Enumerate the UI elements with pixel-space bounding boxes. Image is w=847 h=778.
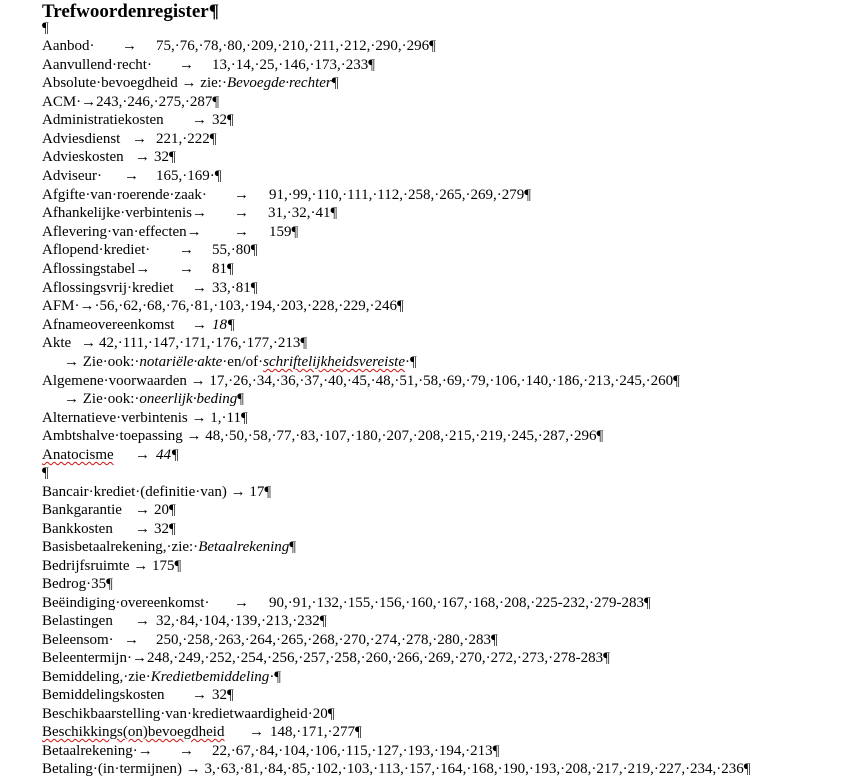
index-entry: Afhankelijke·verbintenis→ → 31,·32,·41¶ [42, 205, 338, 221]
index-entry: Belastingen → 32,·84,·104,·139,·213,·232¶ [42, 613, 327, 629]
index-pages: 90,·91,·132,·155,·156,·160,·167,·168,·208,·225-232,·279-283¶ [269, 595, 651, 611]
index-entry: Bedrijfsruimte → 175¶ [42, 558, 182, 574]
index-entry: Advieskosten → 32¶ [42, 149, 176, 165]
index-entry: Beschikbaarstelling·van·kredietwaardigheid·20¶ [42, 706, 335, 722]
see-also-line: → Zie·ook:·notariële·akte·en/of·schriftelijkheidsvereiste·¶ [64, 354, 417, 370]
index-term: Aflossingstabel→ [42, 261, 151, 277]
index-pages: 18¶ [212, 317, 235, 333]
index-pages: 250,·258,·263,·264,·265,·268,·270,·274,·278,·280,·283¶ [156, 632, 498, 648]
index-term: Bankgarantie [42, 502, 122, 518]
index-pages: 32¶ [154, 521, 176, 537]
index-pages: 32,·84,·104,·139,·213,·232¶ [156, 613, 327, 629]
index-term: Beleensom· [42, 632, 114, 648]
index-entry: Betaalrekening·→ → 22,·67,·84,·104,·106,·115,·127,·193,·194,·213¶ [42, 743, 500, 759]
index-entry: Bankkosten → 32¶ [42, 521, 176, 537]
index-pages: 221,·222¶ [156, 131, 217, 147]
index-entry: Aflossingstabel→ → 81¶ [42, 261, 234, 277]
index-entry: Aanvullend·recht· → 13,·14,·25,·146,·173,·233¶ [42, 57, 376, 73]
index-entry: Aanbod· → 75,·76,·78,·80,·209,·210,·211,·212,·290,·296¶ [42, 38, 436, 54]
index-pages: 81¶ [212, 261, 234, 277]
index-term: Belastingen [42, 613, 113, 629]
see-also-line: → Zie·ook:·oneerlijk·beding¶ [64, 391, 245, 407]
index-entry: Bedrog·35¶ [42, 576, 113, 592]
index-entry: Aflossingsvrij·krediet → 33,·81¶ [42, 280, 258, 296]
index-entry: Beschikkings(on)bevoegdheid → 148,·171,·277¶ [42, 724, 362, 740]
index-term: Aanvullend·recht· [42, 57, 152, 73]
index-entry: Bemiddeling,·zie·Kredietbemiddeling·¶ [42, 669, 282, 685]
index-pages: 165,·169·¶ [156, 168, 222, 184]
index-pages: 31,·32,·41¶ [268, 205, 338, 221]
index-term: Aflevering·van·effecten→ [42, 224, 202, 240]
index-term: Adviseur· [42, 168, 102, 184]
index-entry: ACM·→243,·246,·275,·287¶ [42, 94, 220, 110]
index-term: Beëindiging·overeenkomst· [42, 595, 210, 611]
paragraph-mark: ¶ [42, 465, 49, 481]
index-entry: Bancair·krediet·(definitie·van) → 17¶ [42, 484, 272, 500]
index-pages: 22,·67,·84,·104,·106,·115,·127,·193,·194,·213¶ [212, 743, 500, 759]
index-entry: Aflopend·krediet· → 55,·80¶ [42, 242, 258, 258]
index-term: Aflossingsvrij·krediet [42, 280, 174, 296]
index-entry: Bemiddelingskosten → 32¶ [42, 687, 234, 703]
index-term: Beschikkings(on)bevoegdheid [42, 724, 225, 740]
index-entry: Algemene·voorwaarden → 17,·26,·34,·36,·37,·40,·45,·48,·51,·58,·69,·79,·106,·140,·186,·213,·245,·260¶ [42, 373, 680, 389]
index-term: Afnameovereenkomst [42, 317, 175, 333]
index-entry: Basisbetaalrekening,·zie:·Betaalrekening¶ [42, 539, 297, 555]
index-pages: 44¶ [156, 447, 179, 463]
index-pages: 13,·14,·25,·146,·173,·233¶ [212, 57, 376, 73]
index-entry: Anatocisme → 44¶ [42, 447, 179, 463]
index-entry: Beleentermijn·→248,·249,·252,·254,·256,·257,·258,·260,·266,·269,·270,·272,·273,·278-283¶ [42, 650, 610, 666]
index-pages: 32¶ [212, 687, 234, 703]
index-term: Afgifte·van·roerende·zaak· [42, 187, 207, 203]
index-entry: Akte → 42,·111,·147,·171,·176,·177,·213¶ [42, 335, 308, 351]
index-entry: Beleensom· → 250,·258,·263,·264,·265,·268,·270,·274,·278,·280,·283¶ [42, 632, 498, 648]
index-pages: 91,·99,·110,·111,·112,·258,·265,·269,·279¶ [269, 187, 532, 203]
index-entry: Afnameovereenkomst → 18¶ [42, 317, 235, 333]
index-entry: Absolute·bevoegdheid → zie:·Bevoegde·rechter¶ [42, 75, 339, 91]
page-title: Trefwoordenregister¶ [42, 1, 219, 22]
index-entry: Administratiekosten → 32¶ [42, 112, 234, 128]
index-term: Bankkosten [42, 521, 113, 537]
index-pages: 33,·81¶ [212, 280, 258, 296]
index-pages: 75,·76,·78,·80,·209,·210,·211,·212,·290,·296¶ [156, 38, 436, 54]
index-entry: Ambtshalve·toepassing → 48,·50,·58,·77,·83,·107,·180,·207,·208,·215,·219,·245,·287,·296¶ [42, 428, 604, 444]
index-term: Betaalrekening·→ [42, 743, 153, 759]
index-entry: Adviseur· → 165,·169·¶ [42, 168, 222, 184]
index-term: Aanbod· [42, 38, 95, 54]
paragraph-mark: ¶ [42, 20, 49, 36]
index-pages: 159¶ [269, 224, 299, 240]
index-pages: 32¶ [154, 149, 176, 165]
index-term: Bemiddelingskosten [42, 687, 165, 703]
index-entry: Adviesdienst → 221,·222¶ [42, 131, 217, 147]
index-entry: Beëindiging·overeenkomst· → 90,·91,·132,·155,·156,·160,·167,·168,·208,·225-232,·279-283¶ [42, 595, 651, 611]
index-term: Administratiekosten [42, 112, 164, 128]
index-pages: 20¶ [154, 502, 176, 518]
index-entry: Betaling·(in·termijnen) → 3,·63,·81,·84,·85,·102,·103,·113,·157,·164,·168,·190,·193,·208,·217,·219,·227,·234,·236¶ [42, 761, 751, 777]
index-pages: 32¶ [212, 112, 234, 128]
index-entry: Alternatieve·verbintenis → 1,·11¶ [42, 410, 248, 426]
index-entry: Afgifte·van·roerende·zaak· → 91,·99,·110,·111,·112,·258,·265,·269,·279¶ [42, 187, 532, 203]
index-pages: 42,·111,·147,·171,·176,·177,·213¶ [99, 335, 308, 351]
index-term: Advieskosten [42, 149, 124, 165]
index-term: Adviesdienst [42, 131, 121, 147]
index-term: Afhankelijke·verbintenis→ [42, 205, 207, 221]
index-pages: 148,·171,·277¶ [270, 724, 362, 740]
index-entry: AFM·→·56,·62,·68,·76,·81,·103,·194,·203,·228,·229,·246¶ [42, 298, 404, 314]
index-term: Aflopend·krediet· [42, 242, 151, 258]
index-pages: 55,·80¶ [212, 242, 258, 258]
index-term: Akte [42, 335, 72, 351]
index-entry: Bankgarantie → 20¶ [42, 502, 176, 518]
index-entry: Aflevering·van·effecten→ → 159¶ [42, 224, 299, 240]
index-term: Anatocisme [42, 447, 114, 463]
